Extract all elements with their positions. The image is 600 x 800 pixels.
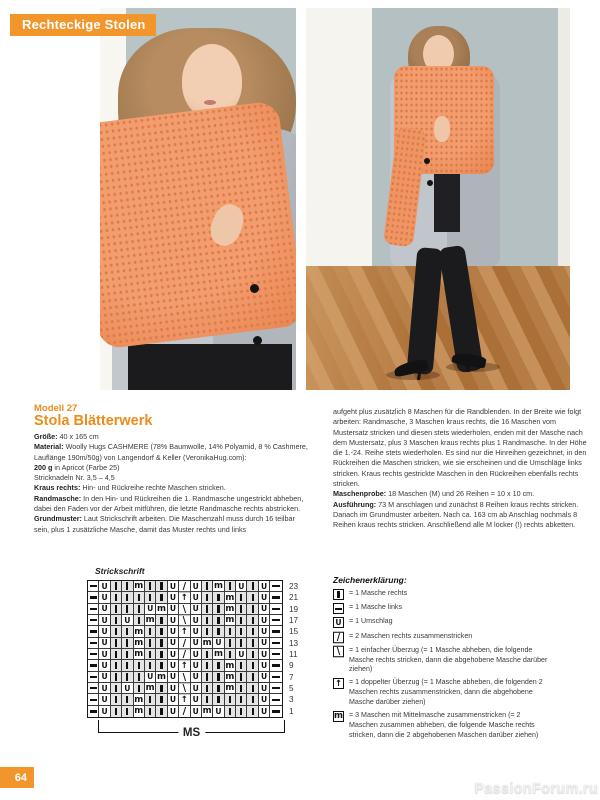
paragraph-label: Grundmuster: <box>34 514 82 524</box>
pattern-repeat-label: MS <box>178 727 205 739</box>
chart-cell <box>111 649 122 660</box>
chart-row-number: 23 <box>289 582 299 591</box>
chart-cell: m <box>225 660 235 671</box>
chart-cell <box>156 638 167 649</box>
photo-model-fullbody <box>306 8 570 390</box>
chart-cell <box>145 592 156 603</box>
chart-cell <box>88 592 99 603</box>
chart-cell <box>202 649 213 660</box>
chart-cell <box>270 672 281 683</box>
chart-cell: \ <box>179 683 190 695</box>
chart-cell: U <box>259 660 270 671</box>
chart-cell <box>88 581 99 592</box>
chart-cell: m <box>225 615 235 626</box>
legend-symbol-box: m <box>334 711 343 722</box>
chart-cell <box>270 615 281 626</box>
chart-cell <box>225 694 236 705</box>
chart-cell: U <box>99 649 110 660</box>
chart-cell: U <box>191 581 202 592</box>
chart-cell <box>145 626 156 637</box>
chart-cell: m <box>134 626 144 637</box>
chart-cell <box>111 694 122 705</box>
chart-cell: \ <box>179 671 190 683</box>
chart-cell: U <box>236 649 247 660</box>
paragraph-label: Material: <box>34 442 64 452</box>
legend-item <box>333 589 579 600</box>
chart-grid-wrap <box>87 580 299 739</box>
chart-cell: U <box>259 626 270 637</box>
chart-cell: U <box>168 694 179 705</box>
chart-cell: U <box>259 615 270 626</box>
legend-symbol-box: ↑ <box>334 678 343 689</box>
chart-cell: U <box>122 615 133 626</box>
chart-cell: m <box>225 683 235 694</box>
chart-cell: U <box>191 694 202 705</box>
chart-cell <box>202 626 213 637</box>
paragraph: Material: Woolly Hugs CASHMERE (78% Baumwolle, 14% Polyamid, 8 % Cashmere, Lauflänge 190m/50g) von Langendorf & Keller (VeronikaHug.com): <box>34 442 308 462</box>
chart-cell <box>111 604 122 615</box>
chart-cell: \ <box>179 603 190 615</box>
chart-cell <box>225 706 236 717</box>
legend-items <box>333 589 579 740</box>
paragraph-label: Kraus rechts: <box>34 483 81 493</box>
chart-cell <box>122 592 133 603</box>
chart-cell <box>88 604 99 615</box>
chart-cell: U <box>99 706 110 717</box>
knitting-chart <box>87 566 299 739</box>
chart-cell <box>145 660 156 671</box>
chart-cell <box>122 626 133 637</box>
chart-cell: ↑ <box>179 660 190 671</box>
chart-cell: U <box>168 592 179 603</box>
chart-cell <box>236 660 247 671</box>
chart-cell <box>145 581 156 592</box>
paragraph: Größe: 40 x 165 cm <box>34 432 99 441</box>
instructions-right <box>333 407 587 531</box>
chart-cell <box>270 694 281 705</box>
legend-symbol-box <box>333 589 344 600</box>
chart-row-numbers <box>289 581 298 717</box>
chart-cell: m <box>214 581 223 592</box>
pants <box>128 344 292 390</box>
chart-cell: U <box>191 592 202 603</box>
chart-cell <box>156 626 167 637</box>
chart-cell: m <box>134 637 144 648</box>
chart-cell <box>247 615 258 626</box>
chart-cell <box>202 592 213 603</box>
chart-cell <box>236 592 247 603</box>
chart-cell <box>156 683 167 694</box>
chart-cell: U <box>99 604 110 615</box>
page-number: 64 <box>14 771 27 784</box>
chart-cell <box>145 694 156 705</box>
chart-row-number: 19 <box>289 604 299 614</box>
chart-cell <box>236 694 247 705</box>
chart-cell: / <box>179 637 190 649</box>
legend-item <box>333 632 579 643</box>
chart-cell: m <box>134 649 144 660</box>
chart-row-number: 17 <box>289 616 299 626</box>
chart-cell <box>202 660 213 671</box>
chart-cell <box>122 649 133 660</box>
chart-cell: U <box>99 615 110 626</box>
chart-cell: U <box>99 683 110 694</box>
chart-cell <box>156 706 167 717</box>
chart-cell: U <box>168 706 179 717</box>
chart-cell: U <box>191 683 202 694</box>
chart-cell <box>202 694 213 705</box>
chart-cell <box>236 615 247 626</box>
paragraph: Maschenprobe: 18 Maschen (M) und 26 Reihen = 10 x 10 cm. <box>333 489 535 499</box>
legend-item <box>333 603 579 614</box>
chart-row-number: 1 <box>289 706 294 716</box>
chart-row-number: 21 <box>289 593 299 603</box>
chart-cell <box>270 660 281 671</box>
chart-cell <box>236 672 247 683</box>
chart-cell <box>156 615 167 626</box>
page-title: Stola Blätterwerk <box>34 413 153 429</box>
legend-item-text: = 1 Masche links <box>349 603 403 612</box>
chart-row-number: 15 <box>289 627 299 637</box>
chart-cell <box>122 638 133 649</box>
model-hand <box>434 116 450 142</box>
chart-cell: \ <box>179 615 190 627</box>
chart-cell: m <box>157 671 167 682</box>
chart-cell: U <box>122 683 133 694</box>
chart-cell <box>236 638 247 649</box>
chart-cell: U <box>145 672 156 683</box>
chart-cell <box>247 683 258 694</box>
chart-cell: U <box>213 638 224 649</box>
chart-cell: m <box>225 603 235 614</box>
chart-cell <box>247 638 258 649</box>
chart-cell: U <box>259 706 270 717</box>
chart-cell <box>202 581 213 592</box>
chart-cell <box>111 581 122 592</box>
chart-cell: U <box>191 706 202 717</box>
paragraph-label: Randmasche: <box>34 493 82 503</box>
chart-row-number: 13 <box>289 638 299 648</box>
chart-cell: m <box>134 694 144 705</box>
chart-cell <box>88 626 99 637</box>
chart-cell <box>225 649 236 660</box>
chart-cell <box>213 626 224 637</box>
chart-cell <box>145 706 156 717</box>
chart-cell <box>111 660 122 671</box>
chart-cell <box>88 694 99 705</box>
chart-cell <box>213 615 224 626</box>
chart-cell <box>202 683 213 694</box>
paragraph-label: 200 g <box>34 462 53 472</box>
chart-cell: U <box>191 660 202 671</box>
chart-cell: U <box>259 638 270 649</box>
legend-symbol-box: U <box>333 617 344 628</box>
chart-row-number: 5 <box>289 684 294 694</box>
chart-cell: U <box>236 581 247 592</box>
legend-title: Zeichenerklärung: <box>333 575 407 585</box>
chart-cell <box>247 604 258 615</box>
chart-cell: U <box>259 592 270 603</box>
chart-cell <box>122 672 133 683</box>
paragraph-label: Maschenprobe: <box>333 489 387 499</box>
chart-cell: U <box>259 604 270 615</box>
chart-cell <box>270 638 281 649</box>
chart-cell <box>88 649 99 660</box>
chart-cell <box>270 604 281 615</box>
chart-cell: U <box>191 615 202 626</box>
legend-item <box>333 678 579 707</box>
chart-cell <box>247 672 258 683</box>
chart-cell: U <box>259 581 270 592</box>
chart-cell: U <box>259 649 270 660</box>
chart-cell <box>213 592 224 603</box>
chart-cell: U <box>99 672 110 683</box>
chart-cell <box>270 706 281 717</box>
legend-item-text: = 3 Maschen mit Mittelmasche zusammenstricken (= 2 Maschen zusammen abheben, die folgende Masche rechts stricken, dann die 2 abgehobenen Maschen darüber ziehen) <box>349 710 539 739</box>
chart-cell: U <box>191 604 202 615</box>
chart-cell <box>134 660 145 671</box>
paragraph: Stricknadeln Nr. 3,5 – 4,5 <box>34 473 115 483</box>
chart-cell: ↑ <box>179 626 190 637</box>
chart-cell <box>122 706 133 717</box>
chart-cell <box>134 604 145 615</box>
chart-title: Strickschrift <box>95 566 145 576</box>
paragraph: Randmasche: In den Hin- und Rückreihen die 1. Randmasche ungestrickt abheben, dabei den Faden vor der Arbeit mitführen, die letzte Randmasche rechts abstricken. <box>34 493 304 514</box>
paragraph: aufgeht plus zusätzlich 8 Maschen für die Randblenden. In der Breite wie folgt arbeiten: Randmasche, 3 Maschen kraus rechts, die 16 Maschen vom Mustersatz stricken und diesen stets wiederholen, enden mit der Masche nach dem Mustersatz, plus 3 Maschen kraus rechts plus 1 Randmasche. In der Höhe die 1.-24. Reihe stets wiederholen. Es sind nur die Hinreihen gezeichnet, in den Rückreihen die Maschen stricken, wie sie erscheinen und die Umschläge links stricken. Kraus rechts gestrickte Maschen in den Rückreihen ebenfalls rechts stricken. <box>333 407 587 489</box>
coat-button <box>427 180 433 186</box>
chart-cell <box>111 638 122 649</box>
pattern-repeat-bracket <box>98 720 285 739</box>
chart-cell <box>270 649 281 660</box>
chart-cell <box>134 615 145 626</box>
watermark: PassionForum.ru <box>474 781 598 797</box>
chart-cell <box>88 683 99 694</box>
coat-button <box>250 284 259 293</box>
paragraph: 200 g in Apricot (Farbe 25) <box>34 462 120 472</box>
chart-cell: U <box>168 626 179 637</box>
chart-cell <box>122 660 133 671</box>
chart-cell <box>236 683 247 694</box>
chart-cell: m <box>225 592 235 603</box>
chart-cell <box>134 683 145 694</box>
chart-cell <box>88 615 99 626</box>
chart-cell <box>270 592 281 603</box>
chart-cell: m <box>145 683 155 694</box>
chart-cell: U <box>99 626 110 637</box>
chart-row-number: 9 <box>289 661 294 671</box>
chart-cell <box>247 626 258 637</box>
chart-cell <box>202 604 213 615</box>
chart-cell: U <box>168 581 179 592</box>
coat-button <box>253 336 262 345</box>
chart-cell: U <box>145 604 156 615</box>
chart-cell <box>247 581 258 592</box>
legend-item <box>333 646 579 675</box>
article-left-column <box>34 404 312 535</box>
chart-cell: U <box>99 694 110 705</box>
chart-cell <box>122 604 133 615</box>
chart-row-number: 7 <box>289 672 294 682</box>
chart-cell: m <box>202 706 212 717</box>
legend <box>333 575 579 743</box>
chart-cell <box>213 672 224 683</box>
chart-cell <box>202 672 213 683</box>
knitted-stole <box>100 100 296 349</box>
chart-cell <box>156 649 167 660</box>
chart-cell <box>247 649 258 660</box>
chart-cell <box>111 592 122 603</box>
chart-cell: U <box>99 581 110 592</box>
chart-cell: U <box>168 672 179 683</box>
chart-cell <box>213 604 224 615</box>
chart-cell: m <box>134 706 144 717</box>
chart-cell <box>225 638 236 649</box>
chart-cell: U <box>99 638 110 649</box>
chart-cell <box>88 638 99 649</box>
chart-cell <box>225 581 236 592</box>
section-banner-label: Rechteckige Stolen <box>22 17 146 32</box>
chart-cell: U <box>191 672 202 683</box>
chart-cell <box>122 581 133 592</box>
chart-cell <box>134 592 145 603</box>
chart-cell: ↑ <box>179 694 190 705</box>
chart-cell: U <box>99 660 110 671</box>
legend-item-text: = 2 Maschen rechts zusammenstricken <box>349 631 473 640</box>
legend-symbol-box <box>333 603 344 614</box>
chart-cell <box>236 604 247 615</box>
chart-cell <box>236 626 247 637</box>
chart-cell <box>111 672 122 683</box>
legend-item-text: = 1 einfacher Überzug (= 1 Masche abheben, die folgende Masche rechts stricken, dann die abgehobene Masche darüber ziehen) <box>349 645 548 674</box>
chart-cell: U <box>168 638 179 649</box>
chart-cell: U <box>168 615 179 626</box>
legend-symbol-box: / <box>333 631 344 643</box>
chart-cell <box>88 706 99 717</box>
chart-cell: / <box>179 649 190 661</box>
chart-cell: U <box>259 683 270 694</box>
chart-cell: m <box>225 671 235 682</box>
chart-cell <box>111 626 122 637</box>
chart-cell <box>156 660 167 671</box>
instructions-left <box>34 432 312 535</box>
chart-cell <box>88 660 99 671</box>
model-lips <box>204 100 216 105</box>
chart-cell: m <box>134 581 144 592</box>
chart-cell <box>247 592 258 603</box>
chart-cell <box>156 694 167 705</box>
legend-symbol-box: \ <box>333 645 344 657</box>
chart-cell: U <box>168 660 179 671</box>
chart-cell <box>145 638 156 649</box>
chart-cell <box>145 649 156 660</box>
chart-cell <box>156 592 167 603</box>
legend-item-text: = 1 Umschlag <box>349 617 393 626</box>
chart-cell <box>111 683 122 694</box>
chart-cell <box>270 683 281 694</box>
chart-cell <box>156 581 167 592</box>
article-right-column <box>333 407 587 531</box>
chart-cell: m <box>214 649 223 660</box>
chart-cell: U <box>213 706 224 717</box>
chart-cell <box>225 626 236 637</box>
chart-cell: / <box>179 705 190 717</box>
chart-cell <box>270 626 281 637</box>
paragraph-label: Ausführung: <box>333 499 377 509</box>
legend-item <box>333 617 579 628</box>
chart-cell: U <box>259 672 270 683</box>
photo-model-closeup <box>100 8 296 390</box>
chart-cell <box>202 615 213 626</box>
chart-cell: U <box>191 626 202 637</box>
chart-cell <box>213 694 224 705</box>
paragraph-label: Größe: <box>34 432 58 441</box>
legend-item <box>333 711 579 740</box>
chart-cell: U <box>191 638 202 649</box>
chart-cell: U <box>168 683 179 694</box>
chart-cell: U <box>191 649 202 660</box>
chart-cell: U <box>168 649 179 660</box>
chart-cell <box>213 660 224 671</box>
chart-cell <box>111 615 122 626</box>
chart-row-number: 3 <box>289 695 294 705</box>
chart-cell: m <box>157 603 167 614</box>
chart-cell <box>247 694 258 705</box>
chart-cell <box>134 672 145 683</box>
model-number: Modell 27 <box>34 403 78 414</box>
chart-grid <box>87 580 283 718</box>
chart-row-number: 11 <box>289 650 298 660</box>
chart-cell: U <box>259 694 270 705</box>
chart-cell <box>247 706 258 717</box>
chart-cell <box>270 581 281 592</box>
paragraph: Grundmuster: Laut Strickschrift arbeiten. Die Maschenzahl muss durch 16 teilbar sein, plus 1 zusätzliche Masche, damit das Muster rechts und links <box>34 514 295 534</box>
page-number-badge <box>0 767 34 788</box>
chart-cell: / <box>179 581 190 593</box>
chart-cell: U <box>99 592 110 603</box>
chart-cell <box>236 706 247 717</box>
chart-cell <box>88 672 99 683</box>
legend-item-text: = 1 Masche rechts <box>349 589 408 597</box>
chart-cell: m <box>145 615 155 626</box>
chart-cell: U <box>168 604 179 615</box>
chart-cell <box>247 660 258 671</box>
legend-item-text: = 1 doppelter Überzug (= 1 Masche abheben, die folgenden 2 Maschen rechts zusammenstricken, dann die abgehobene Masche darüber ziehen) <box>349 678 543 706</box>
coat-button <box>424 158 430 164</box>
paragraph: Kraus rechts: Hin- und Rückreihe rechte Maschen stricken. <box>34 483 226 493</box>
chart-cell: ↑ <box>179 592 190 603</box>
chart-cell: m <box>202 637 212 648</box>
chart-cell <box>213 683 224 694</box>
chart-cell <box>111 706 122 717</box>
chart-cell <box>122 694 133 705</box>
paragraph: Ausführung: 73 M anschlagen und zunächst 8 Reihen kraus rechts stricken. Danach im Grundmuster arbeiten. Nach ca. 163 cm ab Anschlag nochmals 8 Reihen kraus rechts stricken. Anschließend alle M locker (!) rechts abketten. <box>333 499 579 530</box>
section-banner <box>10 14 156 36</box>
